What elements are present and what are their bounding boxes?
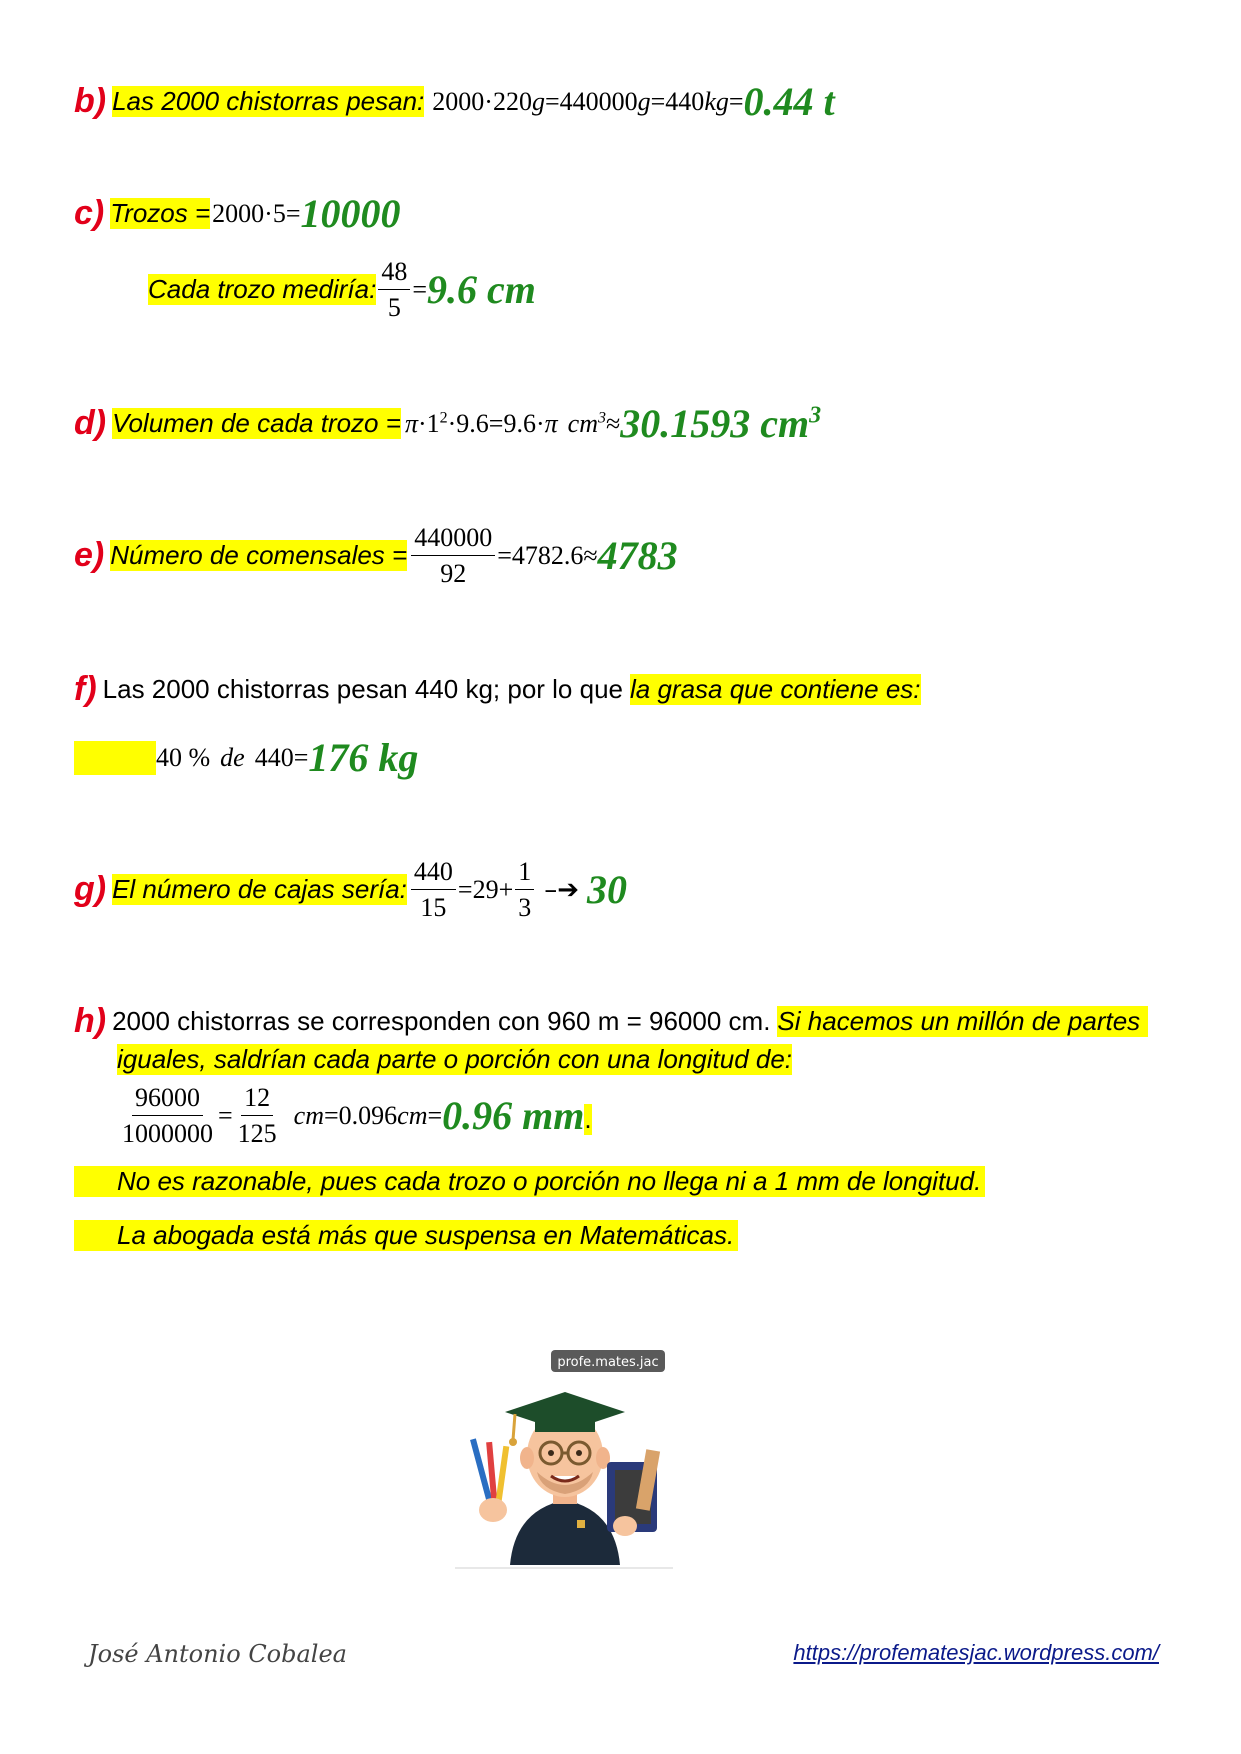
fraction-e [411, 522, 495, 589]
avatar-tag: profe.mates.jac [557, 1355, 659, 1370]
text-h-hl1: Si hacemos un millón de partes [777, 1006, 1148, 1037]
eq-h-2: = [427, 1100, 443, 1130]
answer-b: 0.44 t [743, 79, 835, 124]
answer-d: 30.1593 $cm^3$ [620, 401, 822, 446]
fraction-num: 12 [241, 1082, 273, 1116]
text-c: Trozos = [110, 198, 211, 228]
answer-h: 0.96 mm [442, 1093, 585, 1139]
label-d: d) [74, 404, 107, 442]
text-g: El número de cajas sería: [112, 874, 407, 905]
unit-g-2: g [637, 86, 651, 116]
text-f-hl: la grasa que contiene es: [630, 674, 921, 704]
text-f: Las 2000 chistorras pesan 440 kg; por lo que [102, 674, 623, 704]
math-f-de: de [220, 742, 245, 772]
text-h-line1: No es razonable, pues cada trozo o porción no llega ni a 1 mm de longitud. [74, 1166, 985, 1197]
text-c-sub: Cada trozo mediría: [148, 274, 377, 305]
answer-g: 30 [587, 867, 628, 913]
math-d-1: $\cdot 1^2$ [417, 408, 448, 438]
unit-g: g [531, 86, 545, 116]
answer-h-dot: . [584, 1104, 592, 1135]
section-c-sub [148, 256, 536, 323]
text-h-line2: La abogada está más que suspensa en Matemáticas. [74, 1220, 738, 1251]
unit-h-2: cm [397, 1100, 428, 1130]
label-f: f) [74, 670, 97, 708]
math-f-1: 40 % [156, 742, 211, 772]
unit-h-1: cm [293, 1100, 324, 1130]
math-g: =29+ [457, 874, 514, 904]
website-link[interactable]: https://profematesjac.wordpress.com/ [793, 1640, 1159, 1665]
math-b-1: 2000·220 [432, 86, 532, 116]
math-h: =0.096 [324, 1100, 398, 1130]
fraction-num: 96000 [132, 1082, 203, 1116]
section-c [74, 190, 401, 237]
section-f [74, 670, 921, 709]
eq-h: = [218, 1100, 233, 1130]
author-signature: José Antonio Cobalea [88, 1640, 347, 1668]
section-f-math [74, 734, 418, 781]
math-d-2: ·9.6=9.6· [447, 408, 545, 438]
section-e [74, 522, 678, 589]
fraction-h-2 [235, 1082, 280, 1149]
pi-1: π [404, 408, 418, 438]
eq-c: = [412, 274, 427, 304]
section-b [74, 78, 835, 125]
fraction-num: 440 [411, 856, 456, 890]
highlight-block [74, 741, 156, 775]
fraction-den: 15 [420, 893, 447, 923]
fraction-num: 48 [378, 256, 410, 290]
fraction-num: 1 [515, 856, 534, 890]
text-h-hl2: iguales, saldrían cada parte o porción con una longitud de: [117, 1044, 793, 1074]
label-e: e) [74, 536, 105, 575]
label-g: g) [74, 870, 107, 909]
fraction-h-1 [119, 1082, 216, 1149]
answer-c: 10000 [300, 191, 401, 236]
fraction-num: 440000 [411, 522, 495, 556]
answer-e: 4783 [597, 533, 678, 579]
unit-d: $cm^3$ [567, 408, 606, 438]
math-b-3: =440 [650, 86, 705, 116]
math-f-2: 440= [254, 742, 309, 772]
math-e: =4782.6≈ [497, 540, 598, 570]
avatar-illustration [455, 1350, 673, 1570]
text-e: Número de comensales = [110, 540, 408, 571]
text-h: 2000 chistorras se corresponden con 960 m = 96000 cm. [112, 1006, 771, 1036]
text-d: Volumen de cada trozo = [112, 408, 401, 438]
math-b-2: =440000 [544, 86, 638, 116]
text-b: Las 2000 chistorras pesan: [112, 86, 425, 116]
label-b: b) [74, 82, 107, 120]
fraction-g-2 [515, 856, 534, 923]
section-h-line2 [117, 1044, 792, 1075]
section-h-line4 [74, 1220, 738, 1251]
label-c: c) [74, 194, 105, 232]
section-d [74, 400, 821, 447]
pi-2: π [544, 408, 558, 438]
arrow-icon: –➔ [544, 874, 580, 905]
answer-f: 176 kg [308, 735, 419, 780]
label-h: h) [74, 1002, 107, 1040]
fraction-g-1 [411, 856, 456, 923]
section-h-line3 [74, 1166, 985, 1197]
teacher-avatar [455, 1350, 673, 1570]
fraction-den: 92 [440, 559, 467, 589]
fraction-den: 5 [387, 293, 401, 323]
unit-kg: kg [704, 86, 729, 116]
section-g [74, 856, 627, 923]
fraction-den: 125 [237, 1119, 277, 1149]
section-h [74, 1002, 1148, 1041]
fraction-den: 3 [518, 893, 532, 923]
fraction-c [378, 256, 410, 323]
math-c: 2000·5= [212, 198, 301, 228]
approx-d: ≈ [605, 408, 621, 438]
fraction-den: 1000000 [122, 1119, 213, 1149]
math-b-4: = [728, 86, 744, 116]
section-h-math [117, 1082, 592, 1149]
answer-c-sub: 9.6 cm [427, 267, 536, 313]
